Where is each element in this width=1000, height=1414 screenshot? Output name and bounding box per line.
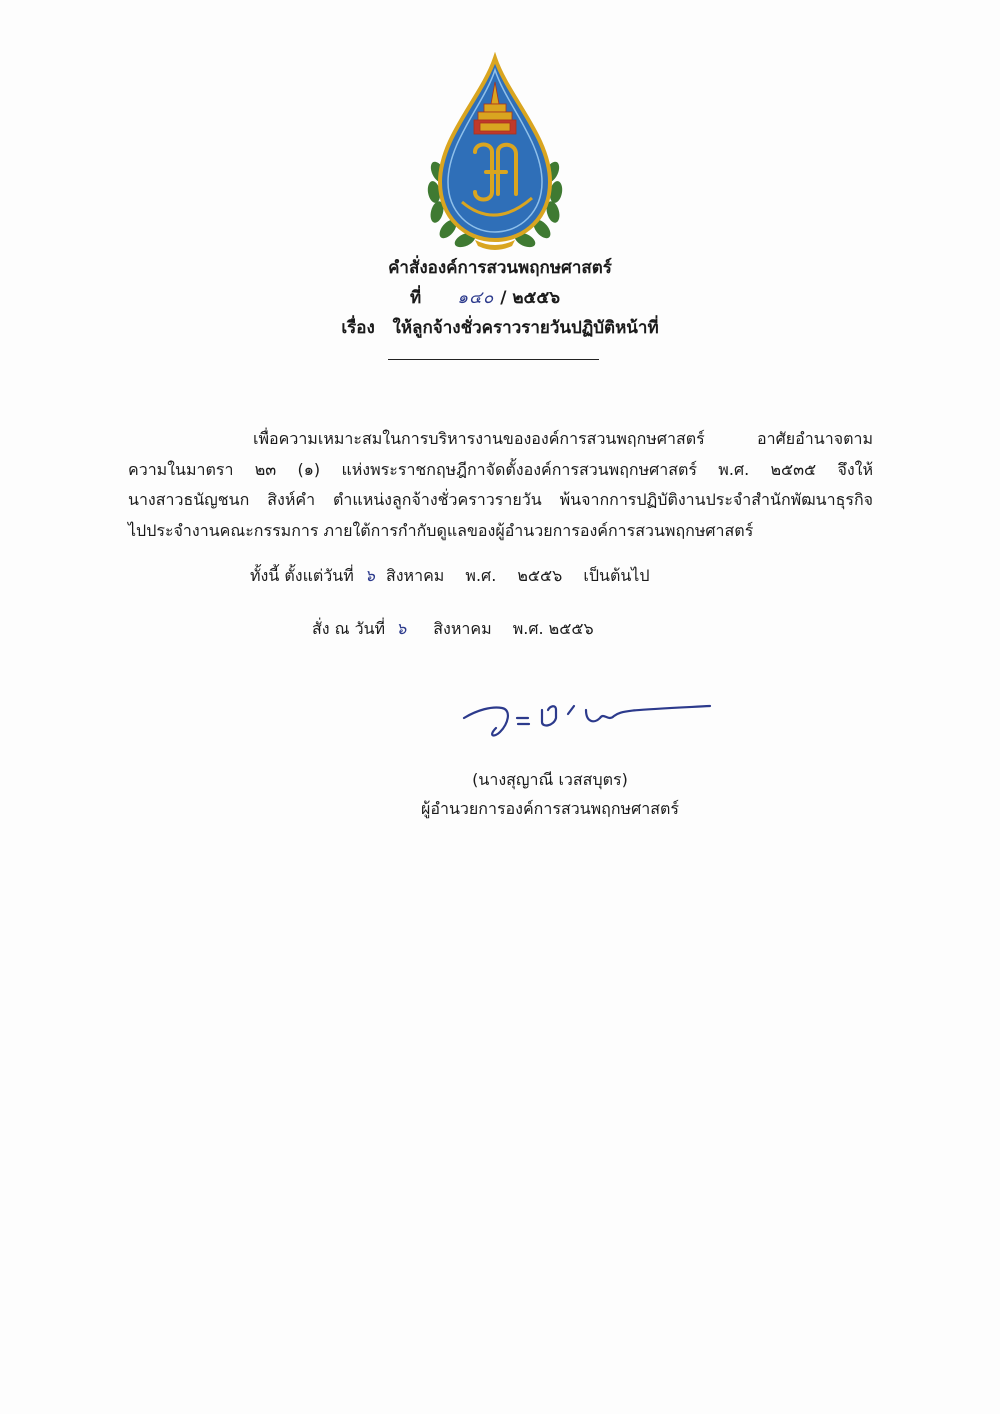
- ordered-era: พ.ศ.: [512, 619, 544, 638]
- effective-prefix: ทั้งนี้ ตั้งแต่วันที่: [250, 566, 354, 585]
- ordered-year: ๒๕๕๖: [548, 619, 594, 638]
- order-body: [128, 424, 873, 546]
- order-number-label: ที่: [410, 288, 422, 308]
- handwritten-signature: [462, 688, 722, 748]
- ordered-day: ๖: [396, 619, 407, 638]
- organization-emblem: [420, 52, 570, 252]
- subject-label: เรื่อง: [341, 318, 375, 338]
- order-subject: [300, 314, 700, 341]
- ordered-month: สิงหาคม: [433, 619, 492, 638]
- order-number: [410, 284, 560, 311]
- signatory-name: (นางสุญาณี เวสสบุตร): [472, 770, 628, 789]
- body-line: ไปประจำงานคณะกรรมการ ภายใต้การกำกับดูแลของผู้อำนวยการองค์การสวนพฤกษศาสตร์: [128, 520, 754, 540]
- effective-day: ๖: [364, 566, 375, 585]
- body-line: นางสาวธนัญชนก สิงห์คำ ตำแหน่งลูกจ้างชั่วคราวรายวัน พ้นจากการปฏิบัติงานประจำสำนักพัฒนาธุรกิจ: [128, 490, 873, 509]
- effective-era: พ.ศ.: [465, 566, 497, 585]
- signatory-title: ผู้อำนวยการองค์การสวนพฤกษศาสตร์: [421, 799, 679, 818]
- effective-suffix: เป็นต้นไป: [583, 566, 650, 585]
- ordered-prefix: สั่ง ณ วันที่: [312, 619, 386, 638]
- order-date-line: [312, 617, 594, 642]
- body-line: เพื่อความเหมาะสมในการบริหารงานขององค์การสวนพฤกษศาสตร์ อาศัยอำนาจตาม: [253, 429, 873, 448]
- order-number-value: ๑๔๐: [457, 288, 495, 308]
- order-number-year: ๒๕๕๖: [512, 288, 561, 308]
- effective-month: สิงหาคม: [385, 566, 445, 585]
- order-title: คำสั่งองค์การสวนพฤกษศาสตร์: [388, 258, 612, 278]
- subject-text: ให้ลูกจ้างชั่วคราวรายวันปฏิบัติหน้าที่: [392, 318, 659, 338]
- body-line: ความในมาตรา ๒๓ (๑) แห่งพระราชกฤษฎีกาจัดตั้งองค์การสวนพฤกษศาสตร์ พ.ศ. ๒๕๓๕ จึงให้: [128, 459, 873, 479]
- header-divider: [388, 359, 599, 360]
- effective-year: ๒๕๕๖: [517, 566, 563, 585]
- effective-date-line: [250, 564, 649, 589]
- order-number-separator: /: [500, 288, 507, 308]
